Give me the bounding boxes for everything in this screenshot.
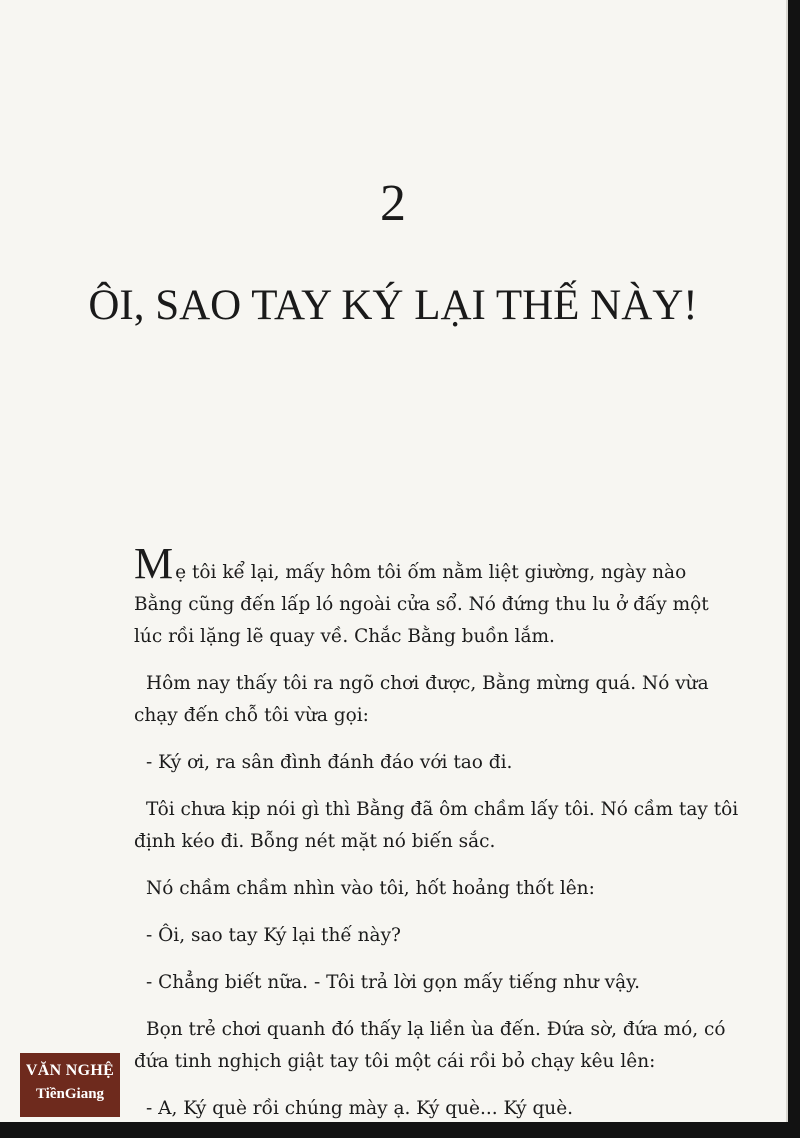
dialogue-line-4: - A, Ký què rồi chúng mày ạ. Ký què... Ký què. bbox=[146, 1098, 574, 1119]
paragraph-5: Nó chầm chầm nhìn vào tôi, hốt hoảng thốt lên: bbox=[146, 878, 595, 899]
paragraph-1 bbox=[134, 539, 740, 653]
paragraph-4: Tôi chưa kịp nói gì thì Bằng đã ôm chầm lấy tôi. Nó cầm tay tôi định kéo đi. Bỗng nét mặt nó biến sắc. bbox=[134, 799, 739, 852]
watermark-logo bbox=[20, 1053, 120, 1117]
dialogue-line-1: - Ký ơi, ra sân đình đánh đáo với tao đi. bbox=[146, 752, 513, 773]
paragraph-2: Hôm nay thấy tôi ra ngõ chơi được, Bằng mừng quá. Nó vừa chạy đến chỗ tôi vừa gọi: bbox=[134, 673, 709, 726]
drop-cap: M bbox=[134, 539, 174, 588]
dialogue-line-3: - Chẳng biết nữa. - Tôi trả lời gọn mấy tiếng như vậy. bbox=[146, 972, 641, 993]
chapter-number: 2 bbox=[380, 175, 406, 232]
paragraph-8: Bọn trẻ chơi quanh đó thấy lạ liền ùa đến. Đứa sờ, đứa mó, có đứa tinh nghịch giật tay tôi một cái rồi bỏ chạy kêu lên: bbox=[134, 1019, 726, 1072]
watermark-line-2: TiềnGiang bbox=[35, 1086, 105, 1102]
dialogue-line-2: - Ôi, sao tay Ký lại thế này? bbox=[146, 925, 401, 946]
chapter-title: ÔI, SAO TAY KÝ LẠI THẾ NÀY! bbox=[88, 282, 698, 329]
watermark-line-1: VĂN NGHỆ bbox=[25, 1062, 115, 1079]
chapter-body bbox=[134, 539, 740, 1122]
paragraph-1-text: ẹ tôi kể lại, mấy hôm tôi ốm nằm liệt giường, ngày nào Bằng cũng đến lấp ló ngoài cửa sổ. Nó đứng thu lu ở đấy một lúc rồi lặng lẽ quay về. Chắc Bằng buồn lắm. bbox=[134, 562, 709, 647]
